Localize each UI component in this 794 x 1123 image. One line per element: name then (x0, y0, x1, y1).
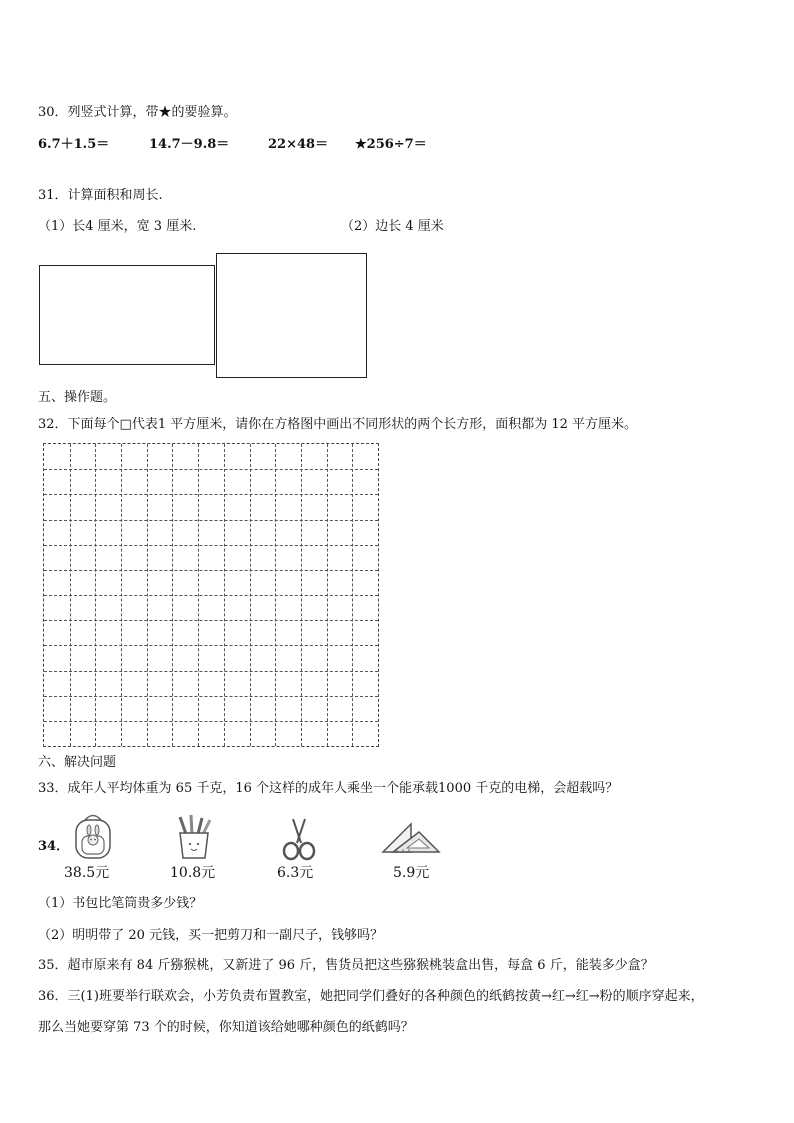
q33-title: 33．成年人平均体重为 65 千克，16 个这样的成年人乘坐一个能承载1000 千克的电梯，会超载吗？ (38, 781, 619, 796)
grid-line-horizontal (44, 620, 378, 621)
square-figure (216, 253, 367, 378)
q30-item-1: 6.7＋1.5＝ (38, 137, 110, 152)
pencil-holder-icon (172, 814, 216, 860)
grid-line-horizontal (44, 696, 378, 697)
q34-sub2: （2）明明带了 20 元钱，买一把剪刀和一副尺子，钱够吗？ (38, 928, 384, 943)
q36-line2: 那么当她要穿第 73 个的时候，你知道该给她哪种颜色的纸鹤吗？ (38, 1020, 414, 1035)
section6-title: 六、解决问题 (38, 755, 117, 770)
q31-part2: （2）边长 4 厘米 (341, 219, 444, 234)
grid-line-horizontal (44, 721, 378, 722)
pencil-holder-price: 10.8元 (170, 865, 216, 881)
grid-line-horizontal (44, 671, 378, 672)
q30-item-3: 22×48＝ (268, 137, 329, 152)
q32-title: 32．下面每个□代表1 平方厘米，请你在方格图中画出不同形状的两个长方形，面积都为 12 平方厘米。 (38, 417, 638, 432)
q34-sub1: （1）书包比笔筒贵多少钱？ (38, 896, 203, 911)
section5-title: 五、操作题。 (38, 390, 117, 405)
set-square-icon (381, 820, 441, 856)
rectangle-figure (39, 265, 215, 365)
scissors-price: 6.3元 (277, 865, 314, 881)
q31-title: 31．计算面积和周长. (38, 188, 163, 203)
square-grid[interactable] (43, 443, 379, 747)
q34-number: 34． (38, 839, 70, 854)
q31-part1: （1）长4 厘米，宽 3 厘米. (38, 219, 197, 234)
grid-line-horizontal (44, 595, 378, 596)
set-square-price: 5.9元 (393, 865, 430, 881)
q36-line1: 36．三(1)班要举行联欢会，小芳负责布置教室，她把同学们叠好的各种颜色的纸鹤按黄→红→红→粉的顺序穿起来， (38, 989, 704, 1004)
grid-line-horizontal (44, 520, 378, 521)
grid-line-horizontal (44, 570, 378, 571)
q35-title: 35．超市原来有 84 斤猕猴桃，又新进了 96 斤，售货员把这些猕猴桃装盒出售，每盒 6 斤，能装多少盒？ (38, 958, 654, 973)
q30-item-2: 14.7－9.8＝ (149, 137, 230, 152)
scissors-icon (281, 817, 317, 861)
q30-item-4: ★256÷7＝ (355, 137, 427, 152)
grid-line-horizontal (44, 645, 378, 646)
q30-title: 30．列竖式计算，带★的要验算。 (38, 105, 237, 120)
grid-line-horizontal (44, 494, 378, 495)
backpack-price: 38.5元 (64, 865, 110, 881)
grid-line-horizontal (44, 545, 378, 546)
backpack-icon (70, 812, 116, 860)
grid-line-horizontal (44, 469, 378, 470)
